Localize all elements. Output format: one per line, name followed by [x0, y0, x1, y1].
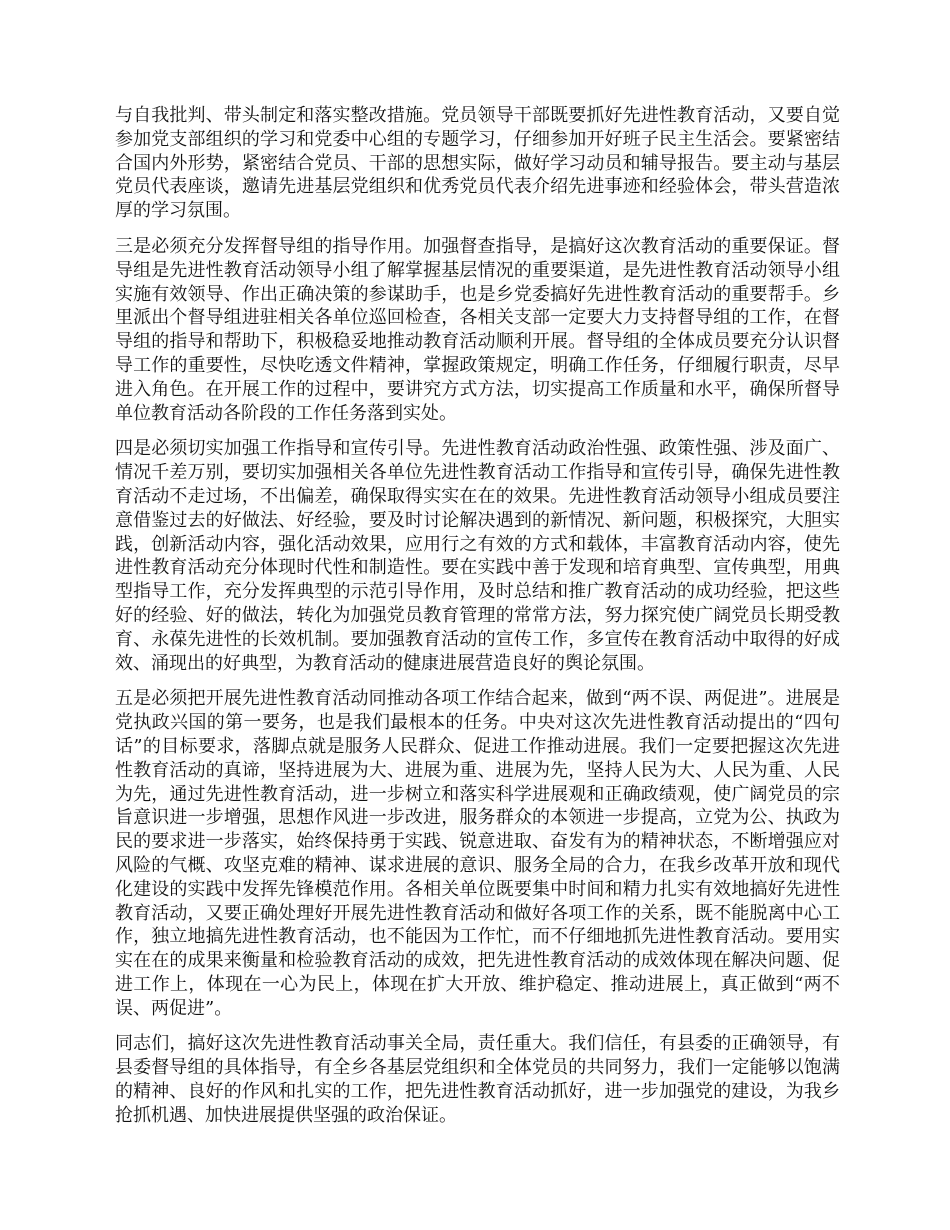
document-page	[115, 104, 840, 1140]
paragraph-leader-self-criticism: 与自我批判、带头制定和落实整改措施。党员领导干部既要抓好先进性教育活动，又要自觉参加党支部组织的学习和党委中心组的专题学习，仔细参加开好班子民主生活会。要紧密结合国内外形势，紧密结合党员、干部的思想实际，做好学习动员和辅导报告。要主动与基层党员代表座谈，邀请先进基层党组织和优秀党员代表介绍先进事迹和经验体会，带头营造浓厚的学习氛围。	[115, 105, 840, 222]
paragraph-combine-work: 五是必须把开展先进性教育活动同推动各项工作结合起来，做到“两不误、两促进”。进展是党执政兴国的第一要务，也是我们最根本的任务。中央对这次先进性教育活动提出的“四句话”的目标要求，落脚点就是服务人民群众、促进工作推动进展。我们一定要把握这次先进性教育活动的真谛，坚持进展为大、进展为重、进展为先，坚持人民为大、人民为重、人民为先，通过先进性教育活动，进一步树立和落实科学进展观和正确政绩观，使广阔党员的宗旨意识进一步增强，思想作风进一步改进，服务群众的本领进一步提高，立党为公、执政为民的要求进一步落实，始终保持勇于实践、锐意进取、奋发有为的精神状态，不断增强应对风险的气概、攻坚克难的精神、谋求进展的意识、服务全局的合力，在我乡改革开放和现代化建设的实践中发挥先锋模范作用。各相关单位既要集中时间和精力扎实有效地搞好先进性教育活动，又要正确处理好开展先进性教育活动和做好各项工作的关系，既不能脱离中心工作，独立地搞先进性教育活动，也不能因为工作忙，而不仔细地抓先进性教育活动。要用实实在在的成果来衡量和检验教育活动的成效，把先进性教育活动的成效体现在解决问题、促进工作上，体现在一心为民上，体现在扩大开放、维护稳定、推动进展上，真正做到“两不误、两促进”。	[115, 688, 840, 1019]
paragraph-guidance-publicity: 四是必须切实加强工作指导和宣传引导。先进性教育活动政治性强、政策性强、涉及面广、情况千差万别，要切实加强相关各单位先进性教育活动工作指导和宣传引导，确保先进性教育活动不走过场，不出偏差，确保取得实实在在的效果。先进性教育活动领导小组成员要注意借鉴过去的好做法、好经验，要及时讨论解决遇到的新情况、新问题，积极探究，大胆实践，创新活动内容，强化活动效果，应用行之有效的方式和载体，丰富教育活动内容，使先进性教育活动充分体现时代性和制造性。要在实践中善于发现和培育典型、宣传典型，用典型指导工作，充分发挥典型的示范引导作用，及时总结和推广教育活动的成功经验，把这些好的经验、好的做法，转化为加强党员教育管理的常常方法，努力探究使广阔党员长期受教育、永葆先进性的长效机制。要加强教育活动的宣传工作，多宣传在教育活动中取得的好成效、涌现出的好典型，为教育活动的健康进展营造良好的舆论氛围。	[115, 438, 840, 674]
paragraph-supervision-groups: 三是必须充分发挥督导组的指导作用。加强督查指导，是搞好这次教育活动的重要保证。督导组是先进性教育活动领导小组了解掌握基层情况的重要渠道，是先进性教育活动领导小组实施有效领导、作出正确决策的参谋助手，也是乡党委搞好先进性教育活动的重要帮手。乡里派出个督导组进驻相关各单位巡回检查，各相关支部一定要大力支持督导组的工作，在督导组的指导和帮助下，积极稳妥地推动教育活动顺利开展。督导组的全体成员要充分认识督导工作的重要性，尽快吃透文件精神，掌握政策规定，明确工作任务，仔细履行职责，尽早进入角色。在开展工作的过程中，要讲究方式方法，切实提高工作质量和水平，确保所督导单位教育活动各阶段的工作任务落到实处。	[115, 235, 840, 424]
paragraph-closing: 同志们，搞好这次先进性教育活动事关全局，责任重大。我们信任，有县委的正确领导，有县委督导组的具体指导，有全乡各基层党组织和全体党员的共同努力，我们一定能够以饱满的精神、良好的作风和扎实的工作，把先进性教育活动抓好，进一步加强党的建设，为我乡抢抓机遇、加快进展提供坚强的政治保证。	[115, 1033, 840, 1126]
